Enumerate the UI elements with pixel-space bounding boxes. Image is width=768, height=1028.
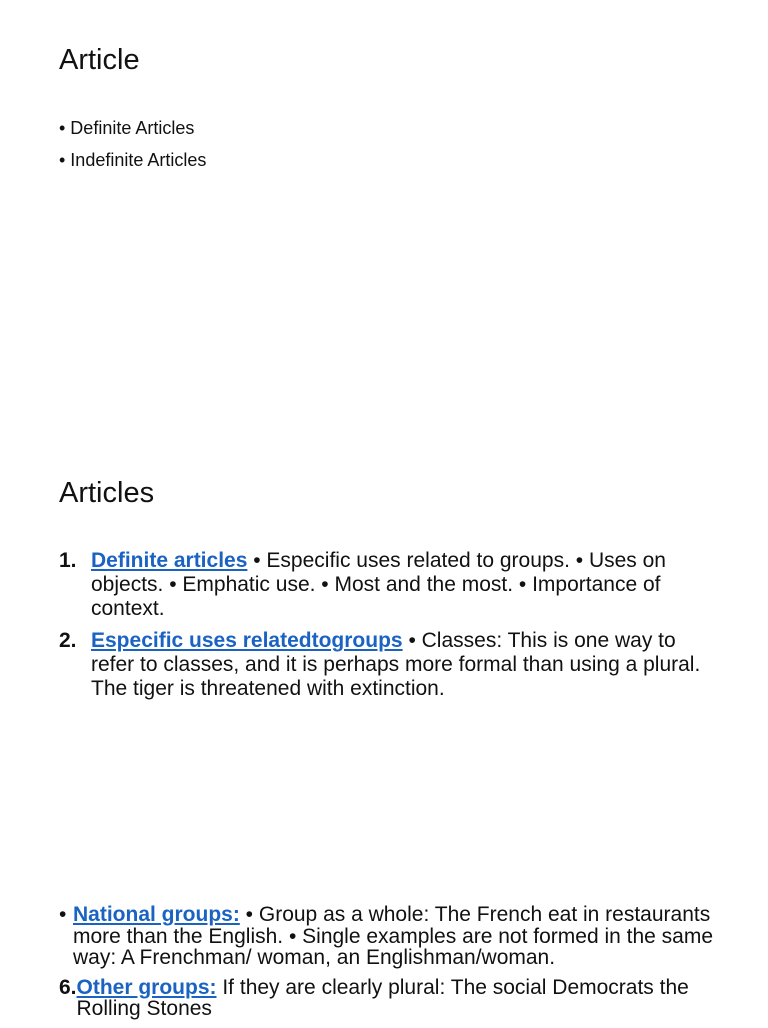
- list-item: • Definite Articles: [59, 118, 195, 138]
- item-text: If they are clearly plural: The social Democrats the Rolling Stones: [76, 975, 689, 1020]
- item-text: • Classes: This is one way to refer to classes, and it is perhaps more formal than using a plural. The tiger is threatened with extinction.: [91, 629, 701, 700]
- definite-articles-link[interactable]: Definite articles: [91, 549, 248, 572]
- slide-title: Article: [59, 44, 140, 76]
- groups-list: [59, 904, 719, 1028]
- slide-title: Articles: [59, 477, 155, 509]
- national-groups-link[interactable]: National groups:: [73, 903, 240, 926]
- especific-uses-link[interactable]: Especific uses relatedtogroups: [91, 629, 403, 652]
- other-groups-link[interactable]: Other groups:: [76, 975, 217, 999]
- list-item: [59, 977, 719, 1020]
- item-text: • Group as a whole: The French eat in restaurants more than the English. • Single examples are not formed in the same way: A Frenchman/ woman, an Englishman/woman.: [73, 903, 714, 969]
- item-number: 6.: [59, 975, 77, 999]
- item-text: • Especific uses related to groups. • Uses on objects. • Emphatic use. • Most and the most. • Importance of context.: [91, 549, 666, 620]
- item-body: [73, 904, 719, 969]
- item-body: [77, 977, 719, 1020]
- item-number: 1.: [59, 549, 77, 572]
- list-item: [59, 904, 719, 969]
- bullet-marker: •: [59, 903, 67, 926]
- list-item: • Indefinite Articles: [59, 150, 207, 170]
- item-number: 2.: [59, 629, 77, 652]
